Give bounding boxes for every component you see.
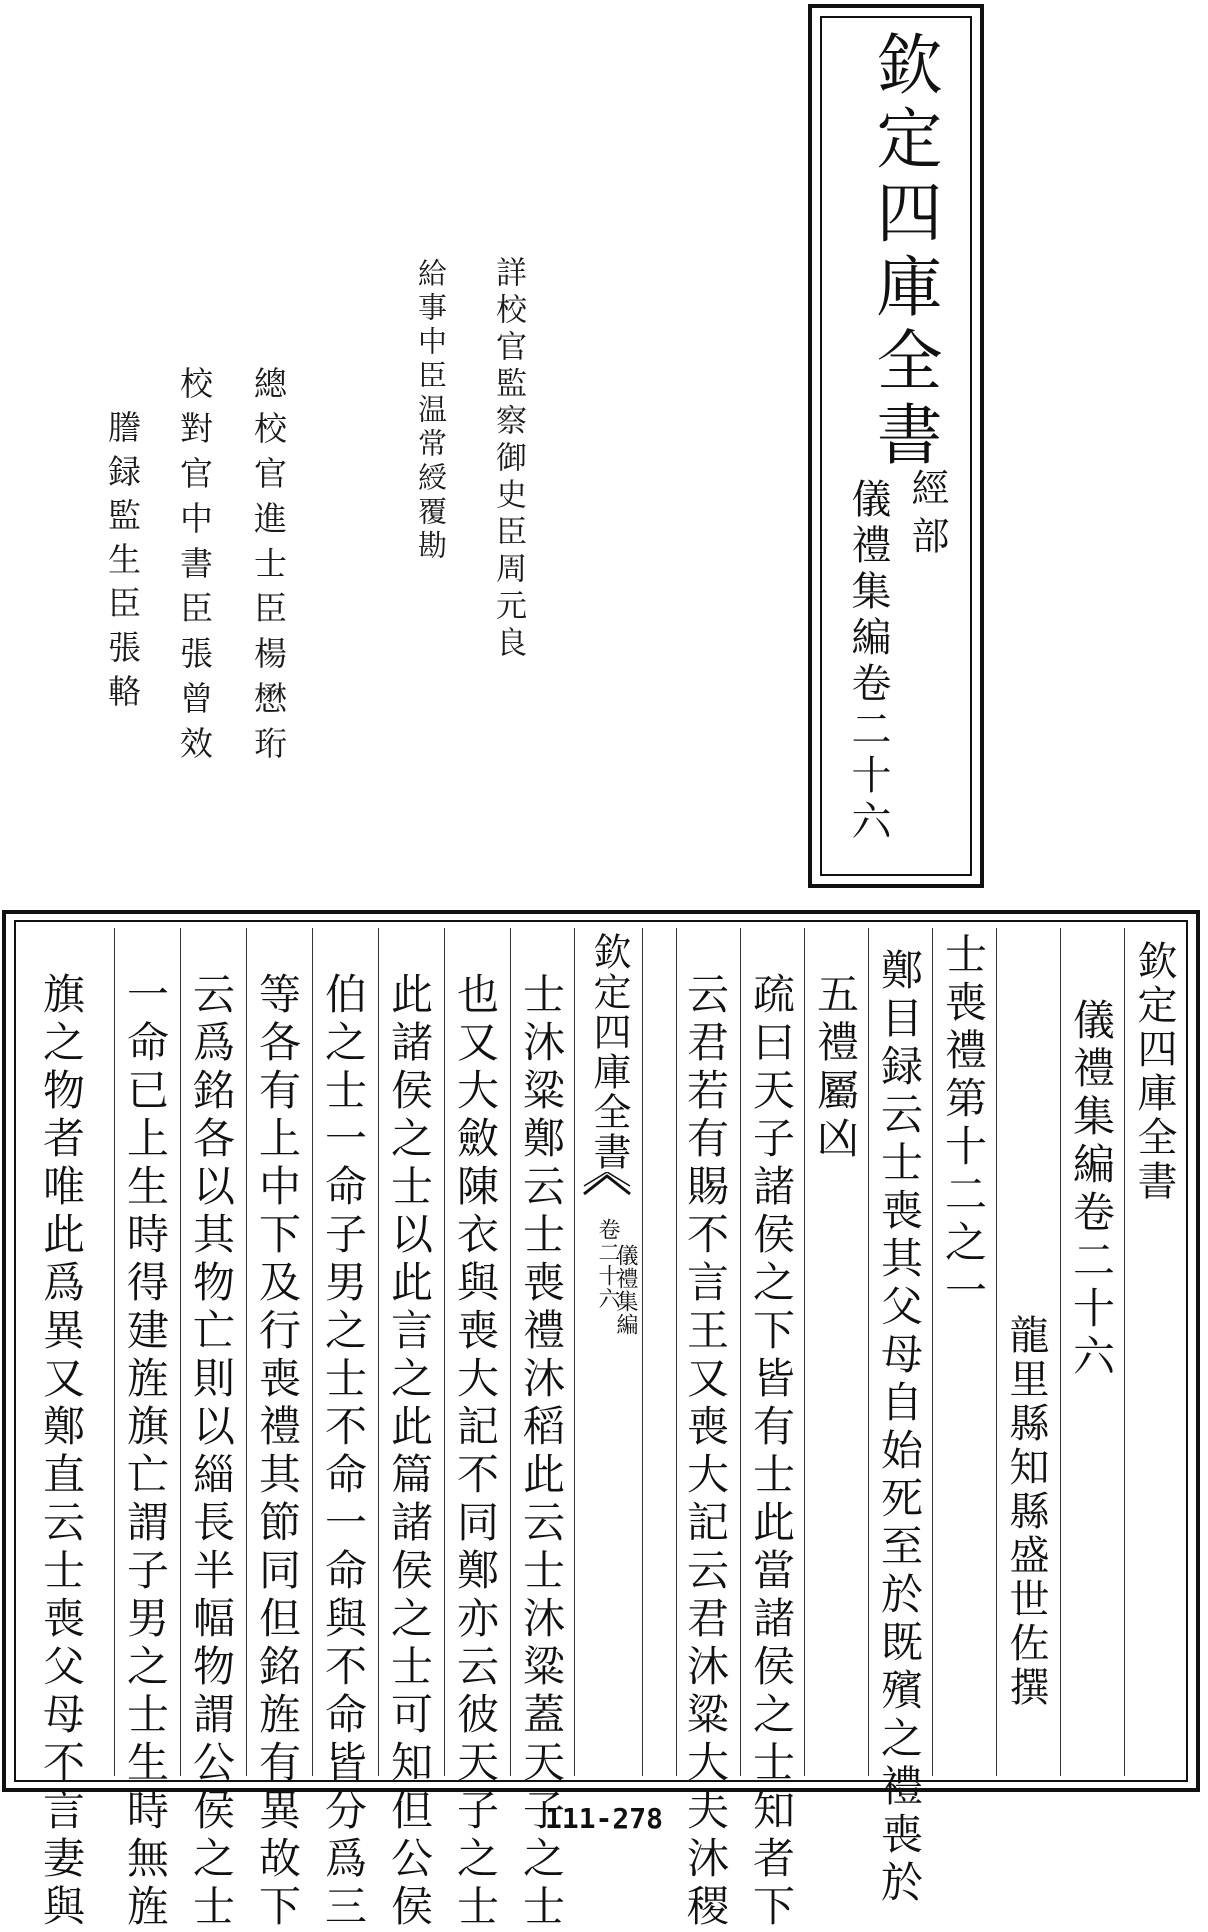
fold-book-title: 儀禮集編 — [613, 1244, 638, 1336]
page-header-title: 欽定四庫全書 — [1131, 940, 1177, 1204]
text-column: 等各有上中下及行喪禮其節同但銘旌有異故下 — [253, 972, 302, 1932]
official-credit-5: 謄録監生臣張輅 — [103, 410, 142, 718]
chapter-heading: 士喪禮第十二之一 — [939, 932, 988, 1316]
text-column: 也又大斂陳衣與喪大記不同鄭亦云彼天子之士 — [451, 972, 500, 1932]
text-column: 士沐粱鄭云士喪禮沐稻此云士沐粱蓋天子之士 — [517, 972, 566, 1932]
text-column: 一命已上生時得建旌旗亡謂子男之士生時無旌 — [121, 972, 170, 1932]
official-credit-4: 校對官中書臣張曾效 — [175, 366, 214, 771]
official-credit-3: 總校官進士臣楊懋珩 — [249, 366, 288, 771]
official-credit-2: 給事中臣温常綬覆勘 — [414, 258, 448, 564]
text-column: 五禮屬凶 — [811, 972, 860, 1164]
title-cartouche — [808, 4, 984, 888]
text-column: 此諸侯之士以此言之此篇諸侯之士可知但公侯 — [385, 972, 434, 1932]
fold-volume: 卷二十六 — [595, 1218, 620, 1310]
book-title: 欽定四庫全書 — [865, 30, 942, 474]
page-number: 111-278 — [544, 1802, 663, 1835]
text-column: 旗之物者唯此爲異又鄭直云士喪父母不言妻與 — [37, 972, 86, 1932]
category-label: 經部 — [905, 468, 949, 564]
text-column: 云君若有賜不言王又喪大記云君沐粱大夫沐稷 — [681, 972, 730, 1932]
official-credit-1: 詳校官監察御史臣周元良 — [490, 256, 526, 663]
volume-title: 儀禮集編卷二十六 — [845, 478, 891, 846]
text-column: 疏曰天子諸侯之下皆有士此當諸侯之士知者下 — [747, 972, 796, 1932]
text-column: 儀禮集編卷二十六 — [1067, 998, 1116, 1382]
author-line: 龍里縣知縣盛世佐撰 — [1003, 1314, 1049, 1710]
text-column: 伯之士一命子男之士不命一命與不命皆分爲三 — [319, 972, 368, 1932]
text-column: 云爲銘各以其物亡則以緇長半幅物謂公侯之士 — [187, 972, 236, 1932]
fold-title: 欽定四庫全書 — [587, 932, 631, 1172]
text-column: 鄭目録云士喪其父母自始死至於既殯之禮喪於 — [875, 948, 924, 1908]
fish-tail-mark — [582, 1172, 632, 1196]
